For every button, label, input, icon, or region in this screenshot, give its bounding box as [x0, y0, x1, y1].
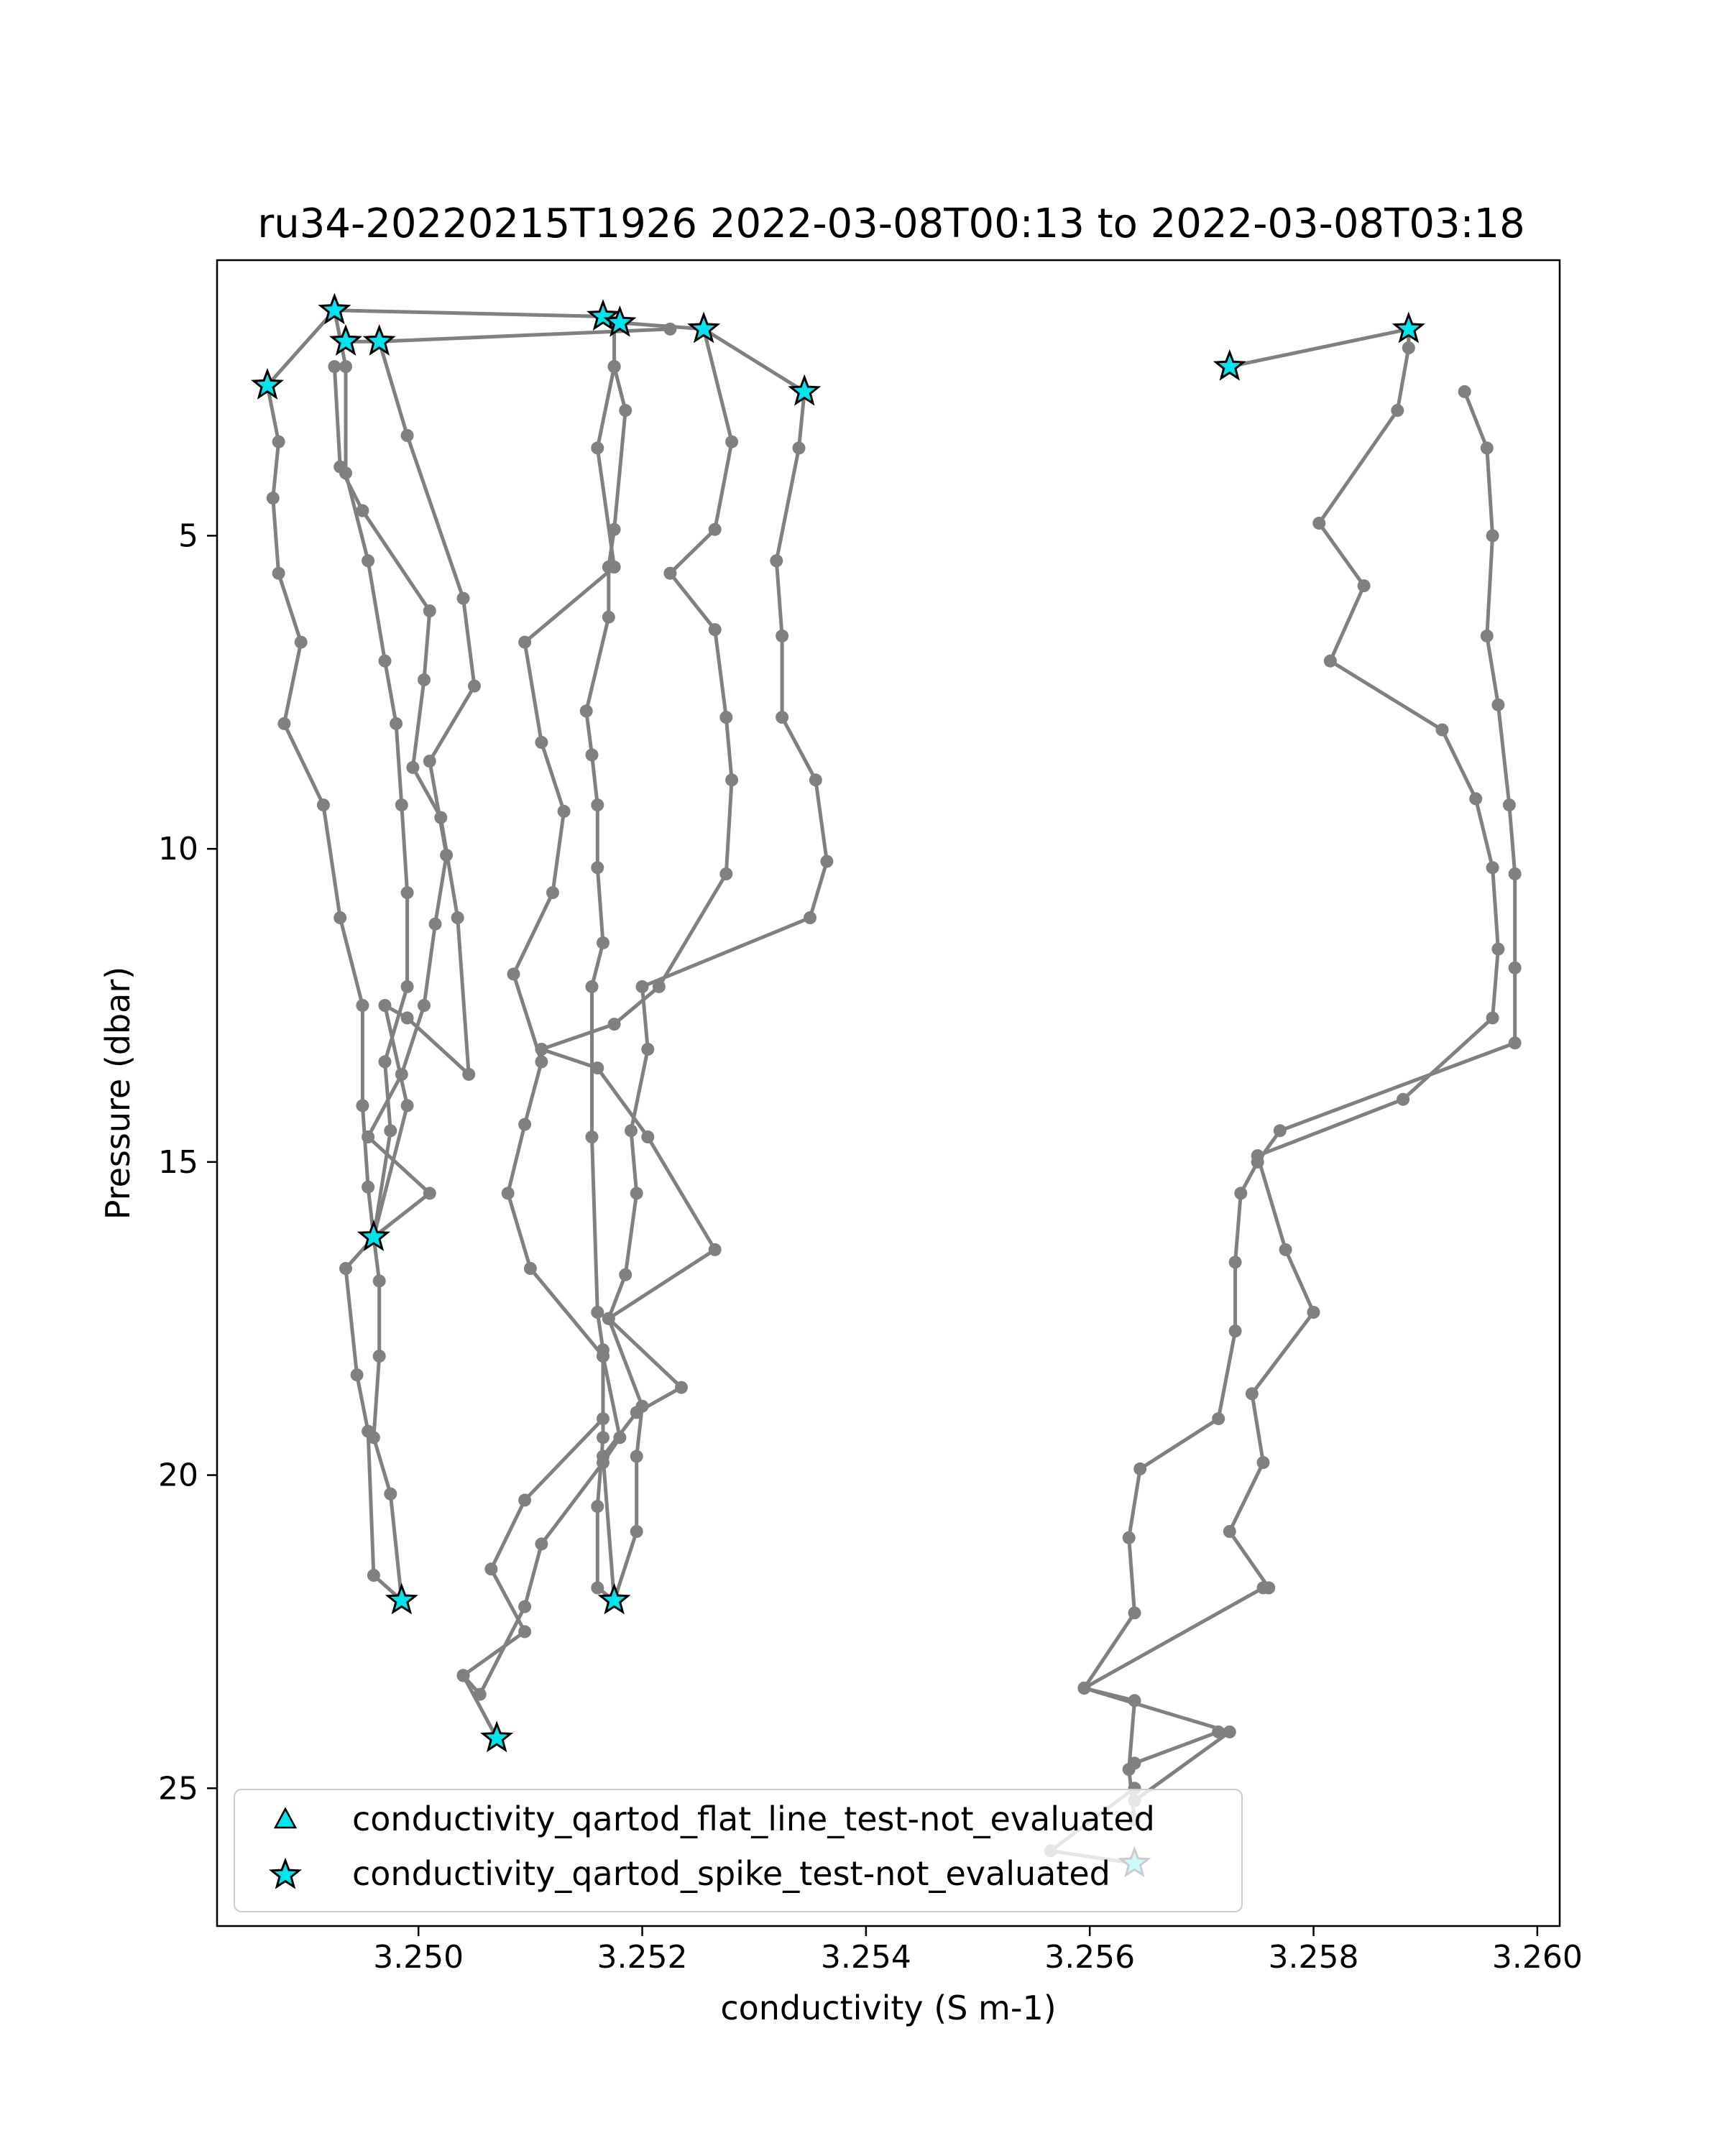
- data-point: [1128, 1694, 1141, 1707]
- data-point: [663, 323, 676, 336]
- spike-test-star-marker: [483, 1724, 510, 1750]
- data-point: [356, 999, 369, 1012]
- data-point: [1274, 1124, 1287, 1137]
- data-point: [591, 1500, 604, 1513]
- data-point: [630, 1187, 643, 1199]
- data-point: [597, 1412, 610, 1425]
- data-point: [507, 967, 520, 980]
- data-point: [334, 911, 346, 924]
- data-point: [546, 886, 559, 899]
- y-tick-label: 10: [158, 831, 198, 868]
- data-point: [373, 1274, 386, 1287]
- data-point: [440, 849, 453, 862]
- data-point: [602, 1312, 615, 1325]
- data-point: [1212, 1412, 1225, 1425]
- data-point: [384, 1488, 397, 1501]
- data-point: [663, 567, 676, 580]
- data-point: [1481, 441, 1494, 454]
- data-point: [1234, 1187, 1247, 1199]
- chart-title: ru34-20220215T1926 2022-03-08T00:13 to 2022-03-08T03:18: [257, 201, 1525, 247]
- data-point: [820, 855, 833, 868]
- data-point: [1509, 962, 1522, 975]
- x-tick-label: 3.250: [373, 1939, 464, 1976]
- data-point: [725, 773, 738, 786]
- y-tick-label: 15: [158, 1143, 198, 1181]
- data-point: [317, 798, 330, 811]
- data-point: [1397, 1093, 1409, 1106]
- data-point: [591, 1061, 604, 1074]
- data-point: [484, 1562, 497, 1575]
- data-point: [474, 1688, 487, 1701]
- data-point: [277, 717, 290, 730]
- data-point: [518, 1118, 531, 1131]
- data-point: [1486, 1011, 1499, 1024]
- data-point: [1486, 529, 1499, 542]
- data-point: [462, 1068, 475, 1081]
- data-point: [1212, 1726, 1225, 1738]
- data-point: [586, 980, 599, 993]
- data-point: [641, 1130, 654, 1143]
- profile-line: [1084, 392, 1514, 1688]
- data-point: [373, 1350, 386, 1363]
- data-point: [434, 811, 447, 824]
- data-point: [1312, 517, 1325, 530]
- data-point: [804, 911, 816, 924]
- data-point: [1123, 1763, 1136, 1776]
- x-tick-label: 3.256: [1044, 1939, 1136, 1976]
- data-point: [418, 999, 431, 1012]
- data-point: [457, 1669, 470, 1682]
- data-point: [558, 805, 571, 818]
- data-point: [1491, 699, 1504, 711]
- data-point: [586, 748, 599, 761]
- data-point: [272, 436, 285, 448]
- data-point: [395, 798, 408, 811]
- legend-label-spike: conductivity_qartod_spike_test-not_evaluated: [352, 1854, 1110, 1893]
- data-point: [1246, 1387, 1259, 1400]
- data-point: [272, 567, 285, 580]
- data-point: [1509, 1036, 1522, 1049]
- profile-line: [1084, 1588, 1263, 1820]
- data-point: [1223, 1525, 1236, 1538]
- y-tick-label: 20: [158, 1457, 198, 1494]
- data-point: [418, 673, 431, 686]
- data-point: [636, 980, 649, 993]
- data-point: [630, 1450, 643, 1462]
- y-axis-label: Pressure (dbar): [98, 966, 137, 1220]
- data-point: [630, 1406, 643, 1419]
- data-point: [608, 561, 621, 573]
- data-point: [401, 1011, 414, 1024]
- data-point: [1223, 1726, 1236, 1738]
- data-point: [1503, 798, 1516, 811]
- data-point: [295, 636, 308, 649]
- data-point: [406, 761, 419, 774]
- data-point: [1128, 1606, 1141, 1619]
- data-point: [1391, 404, 1404, 417]
- legend: [234, 1789, 1242, 1912]
- profile-lines: [267, 310, 1515, 1864]
- data-point: [339, 360, 352, 373]
- data-point: [423, 604, 436, 617]
- data-point: [535, 1043, 548, 1056]
- data-point: [597, 936, 610, 949]
- profile-line: [267, 310, 804, 392]
- data-point: [809, 773, 822, 786]
- data-point: [1229, 1256, 1242, 1268]
- data-point: [580, 704, 593, 717]
- data-point: [597, 1431, 610, 1444]
- data-point: [334, 461, 346, 474]
- data-point: [1307, 1306, 1320, 1319]
- data-point: [719, 867, 732, 880]
- data-point: [362, 1130, 374, 1143]
- data-point: [608, 1018, 621, 1031]
- data-point: [401, 886, 414, 899]
- data-point: [1077, 1682, 1090, 1695]
- data-point: [1229, 1325, 1242, 1337]
- data-point: [535, 736, 548, 749]
- data-point: [518, 1625, 531, 1638]
- data-point: [524, 1262, 537, 1275]
- spike-test-star-marker: [366, 327, 393, 353]
- data-point: [518, 636, 531, 649]
- data-point: [597, 1450, 610, 1462]
- x-tick-label: 3.254: [820, 1939, 911, 1976]
- data-point: [619, 404, 632, 417]
- data-point: [709, 1243, 722, 1256]
- plot-area-frame: [217, 260, 1560, 1926]
- data-point: [1436, 724, 1449, 737]
- data-point: [535, 1055, 548, 1068]
- data-point: [608, 523, 621, 536]
- data-point: [630, 1525, 643, 1538]
- data-point: [1251, 1149, 1264, 1162]
- data-point: [384, 1124, 397, 1137]
- data-point: [518, 1600, 531, 1613]
- data-point: [401, 980, 414, 993]
- data-point: [362, 1181, 374, 1194]
- data-point: [613, 1431, 626, 1444]
- data-point: [267, 492, 280, 505]
- data-point: [725, 436, 738, 448]
- data-point: [1123, 1531, 1136, 1544]
- data-point: [1133, 1462, 1146, 1475]
- data-point: [328, 360, 341, 373]
- profile-line: [334, 310, 407, 1600]
- data-point: [535, 1537, 548, 1550]
- profile-line: [1230, 329, 1499, 1588]
- data-point: [395, 1068, 408, 1081]
- data-point: [351, 1368, 364, 1381]
- data-point: [423, 1187, 436, 1199]
- x-tick-label: 3.252: [597, 1939, 688, 1976]
- x-tick-label: 3.258: [1268, 1939, 1359, 1976]
- data-point: [709, 523, 722, 536]
- data-point: [502, 1187, 515, 1199]
- data-point: [1509, 867, 1522, 880]
- spike-test-star-marker: [1216, 352, 1243, 378]
- data-point: [379, 655, 392, 668]
- data-point: [591, 441, 604, 454]
- data-point: [625, 1124, 638, 1137]
- data-point: [602, 611, 615, 624]
- data-point: [776, 630, 788, 642]
- data-point: [586, 1130, 599, 1143]
- data-point: [356, 505, 369, 517]
- data-point: [367, 1569, 380, 1582]
- data-point: [591, 798, 604, 811]
- data-point: [1491, 943, 1504, 956]
- legend-label-flat-line: conductivity_qartod_flat_line_test-not_evaluated: [352, 1800, 1155, 1838]
- spike-test-star-marker: [332, 327, 359, 353]
- data-point: [1458, 385, 1471, 398]
- profile-line: [368, 341, 474, 1237]
- data-point: [1481, 630, 1494, 642]
- x-tick-label: 3.260: [1491, 1939, 1583, 1976]
- data-point: [1279, 1243, 1292, 1256]
- spike-test-markers: [254, 296, 1422, 1875]
- data-point: [423, 755, 436, 768]
- profile-line: [267, 385, 402, 1600]
- data-point: [675, 1381, 688, 1394]
- data-point: [770, 554, 783, 567]
- data-point: [468, 680, 481, 693]
- profile-line: [1230, 329, 1409, 367]
- data-point: [719, 711, 732, 724]
- data-point: [793, 441, 806, 454]
- data-point: [1469, 792, 1482, 805]
- data-point: [1402, 341, 1415, 354]
- x-axis-ticks: [373, 1926, 1583, 1976]
- data-point: [401, 429, 414, 442]
- data-point: [356, 1099, 369, 1112]
- data-point: [429, 918, 442, 931]
- data-point: [619, 1268, 632, 1281]
- data-point: [362, 554, 374, 567]
- data-point: [401, 1099, 414, 1112]
- data-point: [597, 1350, 610, 1363]
- data-point: [1486, 861, 1499, 874]
- data-point: [339, 1262, 352, 1275]
- data-point: [591, 861, 604, 874]
- data-point: [653, 980, 666, 993]
- data-point: [379, 1055, 392, 1068]
- profile-line: [1084, 1688, 1229, 1801]
- data-point: [379, 999, 392, 1012]
- data-point: [1257, 1581, 1270, 1594]
- spike-test-star-marker: [601, 1586, 628, 1612]
- data-point: [457, 592, 470, 605]
- y-tick-label: 5: [178, 517, 198, 555]
- data-point: [1324, 655, 1337, 668]
- data-point: [591, 1306, 604, 1319]
- y-tick-label: 25: [158, 1770, 198, 1807]
- x-axis-label: conductivity (S m-1): [720, 1989, 1057, 2027]
- profile-line: [464, 1675, 497, 1738]
- data-point: [451, 911, 464, 924]
- data-point: [518, 1493, 531, 1506]
- data-point: [709, 623, 722, 636]
- data-point: [1257, 1456, 1270, 1469]
- data-point: [776, 711, 788, 724]
- y-axis-ticks: [158, 517, 217, 1807]
- data-point: [591, 1581, 604, 1594]
- data-point: [608, 360, 621, 373]
- data-point: [641, 1043, 654, 1056]
- data-point: [362, 1425, 374, 1438]
- profile-line: [609, 392, 827, 1600]
- data-point: [390, 717, 402, 730]
- data-point: [1358, 579, 1371, 592]
